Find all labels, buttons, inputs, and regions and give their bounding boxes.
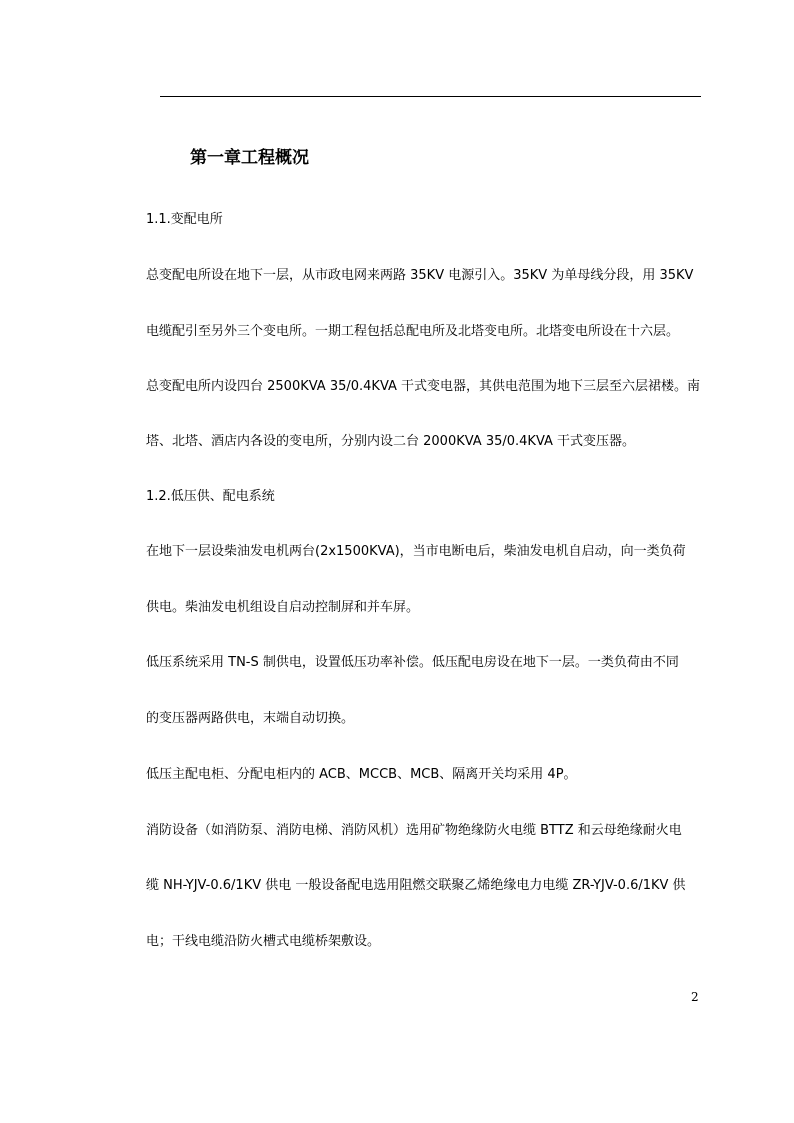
paragraph-line: 总变配电所内设四台 2500KVA 35/0.4KVA 干式变电器，其供电范围为地下三层至六层裙楼。南 [146,379,701,394]
paragraph-line: 低压主配电柜、分配电柜内的 ACB、MCCB、MCB、隔离开关均采用 4P。 [146,767,577,782]
header-rule [160,96,701,97]
section-heading-1-1: 1.1.变配电所 [146,212,223,227]
paragraph-line: 电缆配引至另外三个变电所。一期工程包括总配电所及北塔变电所。北塔变电所设在十六层。 [146,324,680,339]
paragraph-line: 消防设备（如消防泵、消防电梯、消防风机）选用矿物绝缘防火电缆 BTTZ 和云母绝缘耐火电 [146,823,682,838]
section-heading-1-2: 1.2.低压供、配电系统 [146,489,275,504]
paragraph-line: 的变压器两路供电，末端自动切换。 [146,711,355,726]
paragraph-line: 在地下一层设柴油发电机两台(2x1500KVA)，当市电断电后，柴油发电机自启动，向一类负荷 [146,544,686,559]
paragraph-line: 塔、北塔、酒店内各设的变电所，分别内设二台 2000KVA 35/0.4KVA 干式变压器。 [146,434,636,449]
paragraph-line: 供电。柴油发电机组设自启动控制屏和并车屏。 [146,600,420,615]
paragraph-line: 缆 NH-YJV-0.6/1KV 供电 一般设备配电选用阻燃交联聚乙烯绝缘电力电缆 ZR-YJV-0.6/1KV 供 [146,878,686,893]
page-number: 2 [691,990,699,1004]
chapter-title: 第一章工程概况 [190,148,309,168]
paragraph-line: 电；干线电缆沿防火槽式电缆桥架敷设。 [146,934,381,949]
paragraph-line: 总变配电所设在地下一层，从市政电网来两路 35KV 电源引入。35KV 为单母线分段，用 35KV [146,268,694,283]
paragraph-line: 低压系统采用 TN-S 制供电，设置低压功率补偿。低压配电房设在地下一层。一类负荷由不同 [146,655,679,670]
